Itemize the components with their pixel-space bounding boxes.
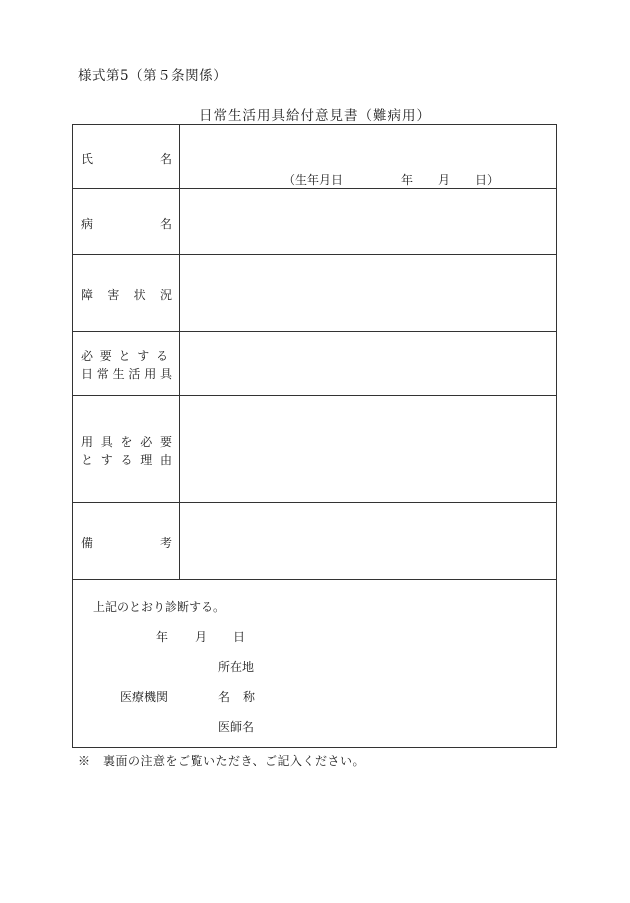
label-char: 具	[100, 435, 113, 449]
cert-month-label: 月	[195, 630, 208, 644]
birth-day-label: 日）	[475, 173, 500, 187]
row-disability-status	[73, 255, 556, 332]
label-char: 障	[81, 288, 94, 302]
label-char: 考	[159, 536, 172, 550]
name-field[interactable]	[180, 125, 556, 188]
label-char: 活	[128, 367, 141, 381]
label-disability-status	[73, 255, 180, 331]
birth-month-label: 月	[438, 173, 451, 187]
label-char: 要	[159, 435, 172, 449]
certification-area	[73, 580, 556, 747]
label-char: す	[100, 453, 113, 467]
row-reason	[73, 396, 556, 503]
form-title: 日常生活用具給付意見書（難病用）	[199, 108, 431, 124]
address-label: 所在地	[218, 660, 255, 674]
label-char: 氏	[81, 152, 94, 166]
label-char: 必	[140, 435, 153, 449]
form-table	[72, 124, 557, 748]
birth-year-label: 年	[401, 173, 414, 187]
footnote: ※ 裏面の注意をご覧いただき、ご記入ください。	[78, 754, 366, 768]
label-remarks	[73, 503, 180, 579]
form-number-label: 様式第5（第５条関係）	[78, 68, 228, 84]
label-name	[73, 125, 180, 188]
doctor-name-label: 医師名	[218, 720, 255, 734]
label-char: 備	[81, 536, 94, 550]
label-char: 名	[159, 217, 172, 231]
label-char: す	[137, 349, 150, 363]
label-char: を	[120, 435, 133, 449]
disease-field[interactable]	[180, 189, 556, 254]
institution-name-label-2: 称	[243, 690, 256, 704]
certification-statement: 上記のとおり診断する。	[93, 600, 226, 614]
label-char: る	[155, 349, 168, 363]
label-char: 用	[81, 435, 94, 449]
disability-status-field[interactable]	[180, 255, 556, 331]
needed-equipment-field[interactable]	[180, 332, 556, 395]
label-char: と	[118, 349, 131, 363]
reason-field[interactable]	[180, 396, 556, 502]
label-char: 常	[96, 367, 109, 381]
row-needed-equipment	[73, 332, 556, 396]
label-char: と	[81, 453, 94, 467]
label-char: る	[120, 453, 133, 467]
label-disease	[73, 189, 180, 254]
row-disease	[73, 189, 556, 255]
label-char: 害	[107, 288, 120, 302]
label-needed-equipment	[73, 332, 180, 395]
label-char: 用	[144, 367, 157, 381]
institution-name-label-1: 名	[218, 690, 231, 704]
institution-label: 医療機関	[120, 690, 169, 704]
remarks-field[interactable]	[180, 503, 556, 579]
label-char: 日	[81, 367, 94, 381]
label-char: 必	[81, 349, 94, 363]
label-char: 病	[81, 217, 94, 231]
label-char: 況	[159, 288, 172, 302]
label-char: 由	[159, 453, 172, 467]
birthdate-open: （生年月日	[283, 173, 344, 187]
label-char: 名	[159, 152, 172, 166]
label-char: 要	[99, 349, 112, 363]
row-remarks	[73, 503, 556, 580]
label-char: 具	[159, 367, 172, 381]
label-char: 理	[140, 453, 153, 467]
cert-year-label: 年	[156, 630, 169, 644]
row-name	[73, 125, 556, 189]
cert-day-label: 日	[233, 630, 246, 644]
label-char: 生	[112, 367, 125, 381]
label-char: 状	[133, 288, 146, 302]
label-reason	[73, 396, 180, 502]
